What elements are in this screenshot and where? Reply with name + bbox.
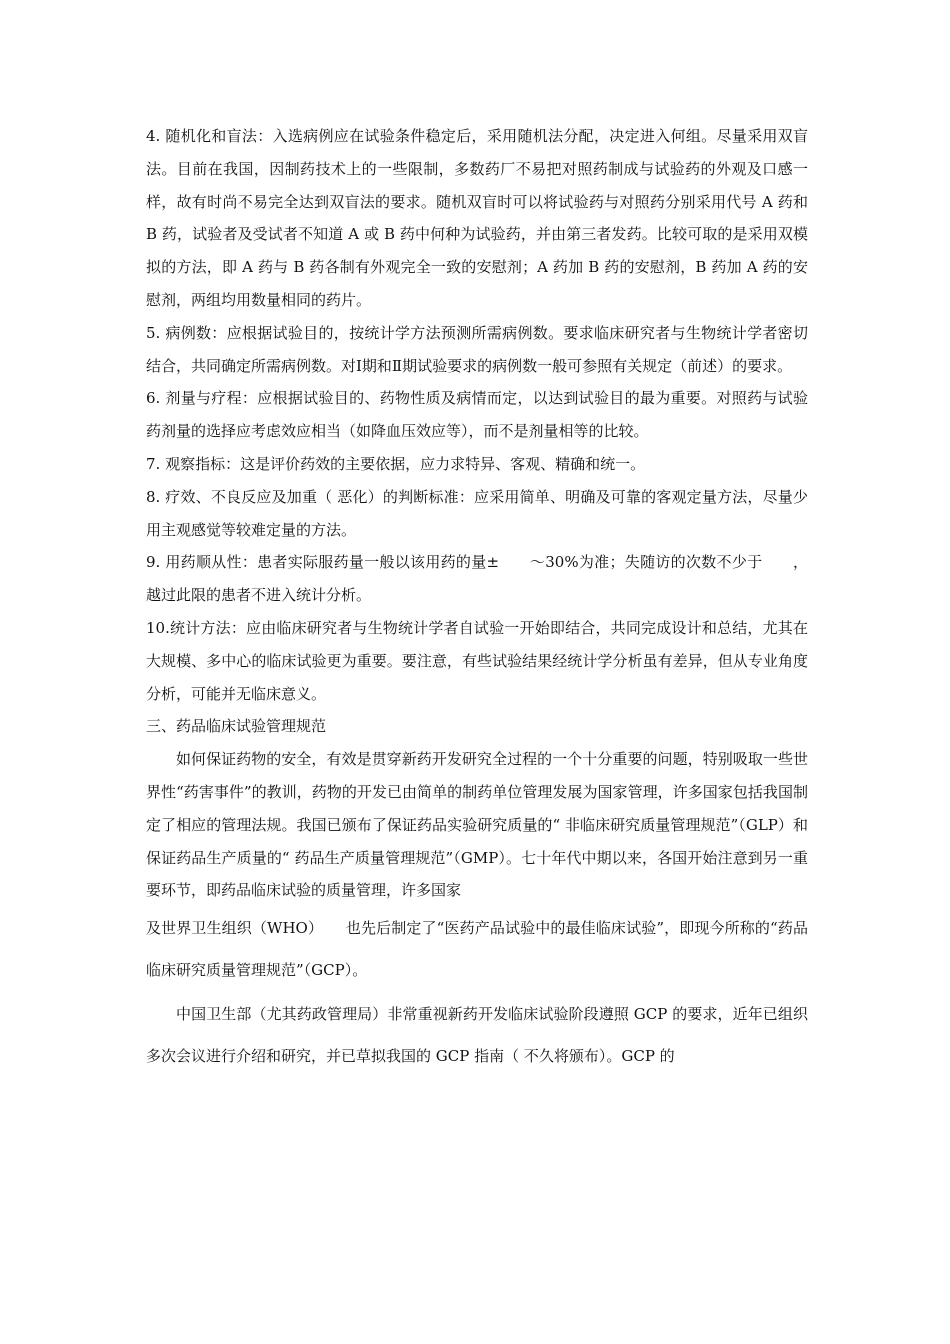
paragraph-gcp-intro-continued: 及世界卫生组织（WHO） 也先后制定了“医药产品试验中的最佳临床试验”，即现今所称的“药品临床研究质量管理规范”（GCP）。 [146,919,808,980]
list-item-dosage: 6. 剂量与疗程：应根据试验目的、药物性质及病情而定，以达到试验目的最为重要。对照药与试验药剂量的选择应考虑效应相当（如降血压效应等），而不是剂量相等的比较。 [146,389,808,441]
paragraph-china-gcp: 中国卫生部（尤其药政管理局）非常重视新药开发临床试验阶段遵照 GCP 的要求，近年已组织多次会议进行介绍和研究，并已草拟我国的 GCP 指南（ 不久将颁布）。GCP 的 [146,1005,808,1066]
list-item-statistics: 10.统计方法：应由临床研究者与生物统计学者自试验一开始即结合，共同完成设计和总结，尤其在大规模、多中心的临床试验更为重要。要注意，有些试验结果经统计学分析虽有差异，但从专业角度分析，可能并无临床意义。 [146,618,808,703]
list-item-compliance: 9. 用药顺从性：患者实际服药量一般以该用药的量± ～30%为准；失随访的次数不少于 ，越过此限的患者不进入统计分析。 [146,553,808,605]
list-item-criteria: 8. 疗效、不良反应及加重（ 恶化）的判断标准：应采用简单、明确及可靠的客观定量方法，尽量少用主观感觉等较难定量的方法。 [146,487,808,539]
list-item-randomization: 4. 随机化和盲法：入选病例应在试验条件稳定后，采用随机法分配，决定进入何组。尽量采用双盲法。目前在我国，因制药技术上的一些限制，多数药厂不易把对照药制成与试验药的外观及口感一样，故有时尚不易完全达到双盲法的要求。随机双盲时可以将试验药与对照药分别采用代号 A 药和 B 药，试验者及受试者不知道 A 或 B 药中何种为试验药，并由第三者发药。比较可取的是采用双模拟的方法，即 A 药与 B 药各制有外观完全一致的安慰剂；A 药加 B 药的安慰剂，B 药加 A 药的安慰剂，两组均用数量相同的药片。 [146,127,808,309]
document-body [146,120,808,1077]
list-item-case-count: 5. 病例数：应根据试验目的，按统计学方法预测所需病例数。要求临床研究者与生物统计学者密切结合，共同确定所需病例数。对Ⅰ期和Ⅱ期试验要求的病例数一般可参照有关规定（前述）的要求。 [146,323,808,375]
list-item-indicators: 7. 观察指标：这是评价药效的主要依据，应力求特异、客观、精确和统一。 [146,454,646,473]
paragraph-gcp-intro: 如何保证药物的安全，有效是贯穿新药开发研究全过程的一个十分重要的问题，特别吸取一些世界性“药害事件”的教训，药物的开发已由简单的制药单位管理发展为国家管理，许多国家包括我国制定了相应的管理法规。我国已颁布了保证药品实验研究质量的“ 非临床研究质量管理规范”（GLP）和保证药品生产质量的“ 药品生产质量管理规范”（GMP）。七十年代中期以来，各国开始注意到另一重要环节，即药品临床试验的质量管理，许多国家 [146,750,808,900]
section-heading: 三、药品临床试验管理规范 [146,717,327,736]
